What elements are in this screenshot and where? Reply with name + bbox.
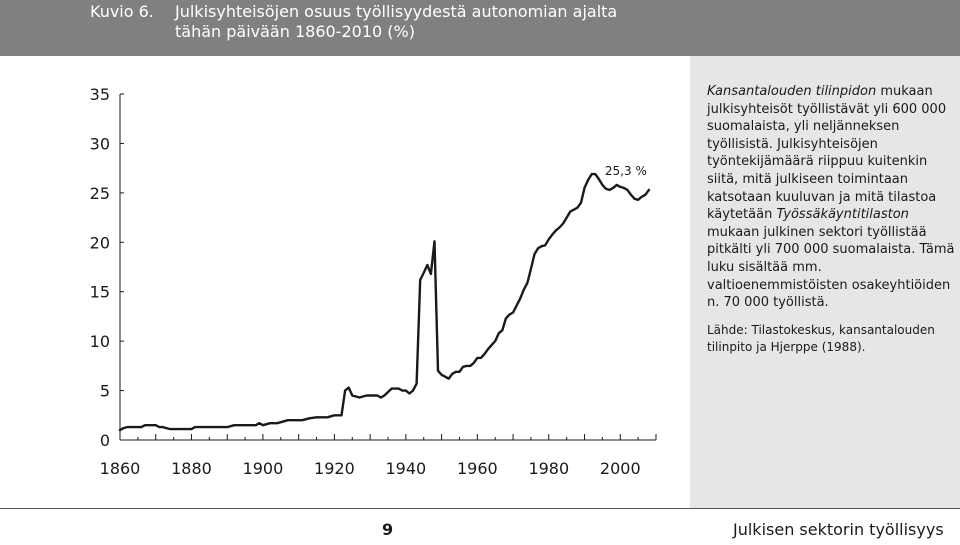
x-tick-label: 1920: [314, 459, 355, 478]
y-tick-label: 25: [89, 183, 110, 203]
series-line: [120, 174, 649, 430]
end-value-label: 25,3 %: [604, 163, 647, 178]
y-tick-label: 35: [89, 85, 110, 104]
description-part2: mukaan julkinen sektori työllistää pitkälti yli 700 000 suomalaista. Tämä luku sisältää mm. valtioenemmistöisten osakeyhtiöiden n. 70 000 työllistä.: [707, 224, 955, 311]
line-chart: [0, 56, 690, 508]
chart-annotations: [605, 164, 647, 178]
y-tick-label: 30: [89, 134, 110, 154]
description-term-national-accounts: Kansantalouden tilinpidon: [707, 84, 877, 99]
chart-axes: [120, 94, 656, 440]
x-tick-label: 1960: [456, 459, 498, 478]
chart-ticks: [90, 85, 656, 478]
description-part1: mukaan julkisyhteisöt työllistävät yli 600 000 suomalaista, yli neljänneksen työllisistä. Julkisyhteisöjen työntekijämäärä riippuu kuitenkin siitä, mitä julkiseen toimintaan katsotaan kuuluvan ja mitä tilastoa käytetään: [707, 84, 947, 223]
publication-title: Julkisen sektorin työllisyys: [733, 520, 944, 539]
y-tick-label: 5: [99, 381, 110, 401]
figure-title: [175, 2, 617, 42]
x-tick-label: 1860: [99, 459, 141, 478]
x-tick-label: 1900: [242, 459, 284, 478]
x-tick-label: 2000: [599, 459, 641, 478]
y-tick-label: 20: [89, 233, 110, 253]
chart-series: [120, 174, 649, 430]
footer-divider: [0, 508, 960, 509]
page-number: 9: [382, 520, 394, 539]
figure-title-line2: tähän päivään 1860-2010 (%): [175, 22, 415, 41]
x-tick-label: 1980: [528, 459, 570, 478]
description-text: [707, 83, 955, 312]
figure-label: Kuvio 6.: [90, 2, 154, 21]
description-term-employment-statistics: Työssäkäyntitilaston: [776, 207, 909, 223]
figure-header: [0, 0, 960, 56]
y-tick-label: 10: [89, 332, 110, 352]
figure-title-line1: Julkisyhteisöjen osuus työllisyydestä autonomian ajalta: [175, 2, 618, 21]
x-tick-label: 1880: [171, 459, 212, 478]
x-tick-label: 1940: [385, 459, 427, 478]
source-note: Lähde: Tilastokeskus, kansantalouden tilinpito ja Hjerppe (1988).: [707, 323, 935, 354]
y-tick-label: 15: [89, 282, 110, 302]
y-tick-label: 0: [99, 431, 110, 450]
